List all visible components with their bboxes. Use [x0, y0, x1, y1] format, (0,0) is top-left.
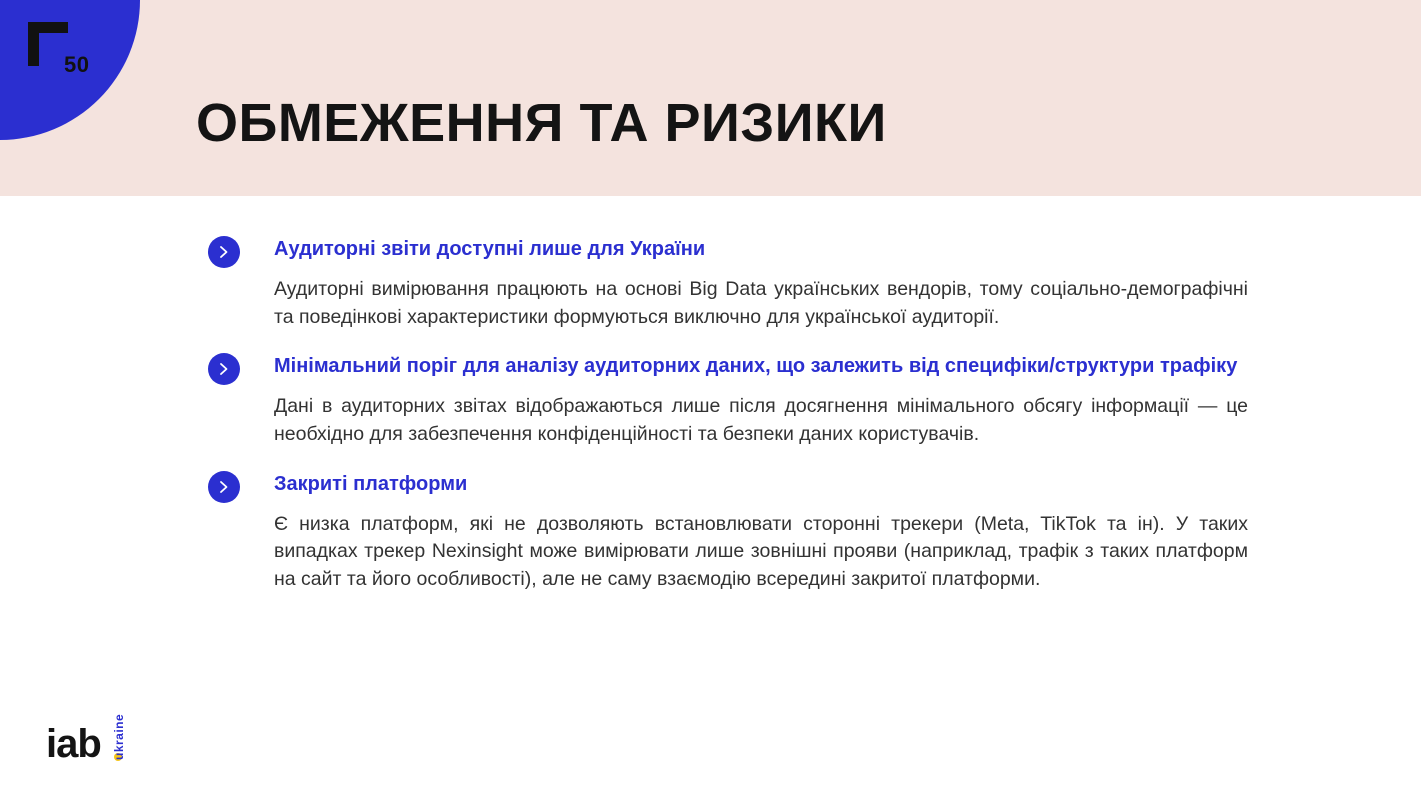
- list-item: [208, 353, 1248, 448]
- chevron-right-icon: [208, 353, 240, 385]
- iab-logo-text: iab: [46, 722, 101, 766]
- list-item-body: Дані в аудиторних звітах відображаються лише після досягнення мінімального обсягу інформації — це необхідно для забезпечення конфіденційності та безпеки даних користувачів.: [274, 395, 1248, 446]
- chevron-right-icon: [208, 236, 240, 268]
- list-item-title: Аудиторні звіти доступні лише для України: [274, 238, 706, 260]
- corner-bracket-icon: [28, 22, 68, 66]
- page-title: ОБМЕЖЕННЯ ТА РИЗИКИ: [196, 93, 887, 154]
- slide-number: 50: [64, 52, 90, 77]
- list-item-title: Мінімальний поріг для аналізу аудиторних даних, що залежить від специфіки/структури трафіку: [274, 355, 1238, 378]
- list-item: [208, 471, 1248, 594]
- slide-content: [208, 236, 1248, 616]
- list-item-title: Закриті платформи: [274, 472, 468, 495]
- list-item-body: Є низка платформ, які не дозволяють встановлювати сторонні трекери (Meta, TikTok та ін). У таких випадках трекер Nexinsight може вимірювати лише зовнішні прояви (наприклад, трафік з таких платформ на сайт та його особливості), але не саму взаємодію всередині закритої платформи.: [274, 512, 1248, 591]
- iab-logo-subtitle: ukraine: [112, 713, 126, 760]
- list-item-header: [208, 353, 1248, 385]
- list-item-header: [208, 236, 1248, 268]
- slide-header-band: [0, 0, 1421, 196]
- list-item: [208, 236, 1248, 331]
- iab-logo: [46, 704, 156, 764]
- list-item-body: Аудиторні вимірювання працюють на основі Big Data українських вендорів, тому соціально-демографічні та поведінкові характеристики формуються виключно для української аудиторії.: [274, 278, 1248, 328]
- list-item-header: [208, 471, 1248, 503]
- chevron-right-icon: [208, 471, 240, 503]
